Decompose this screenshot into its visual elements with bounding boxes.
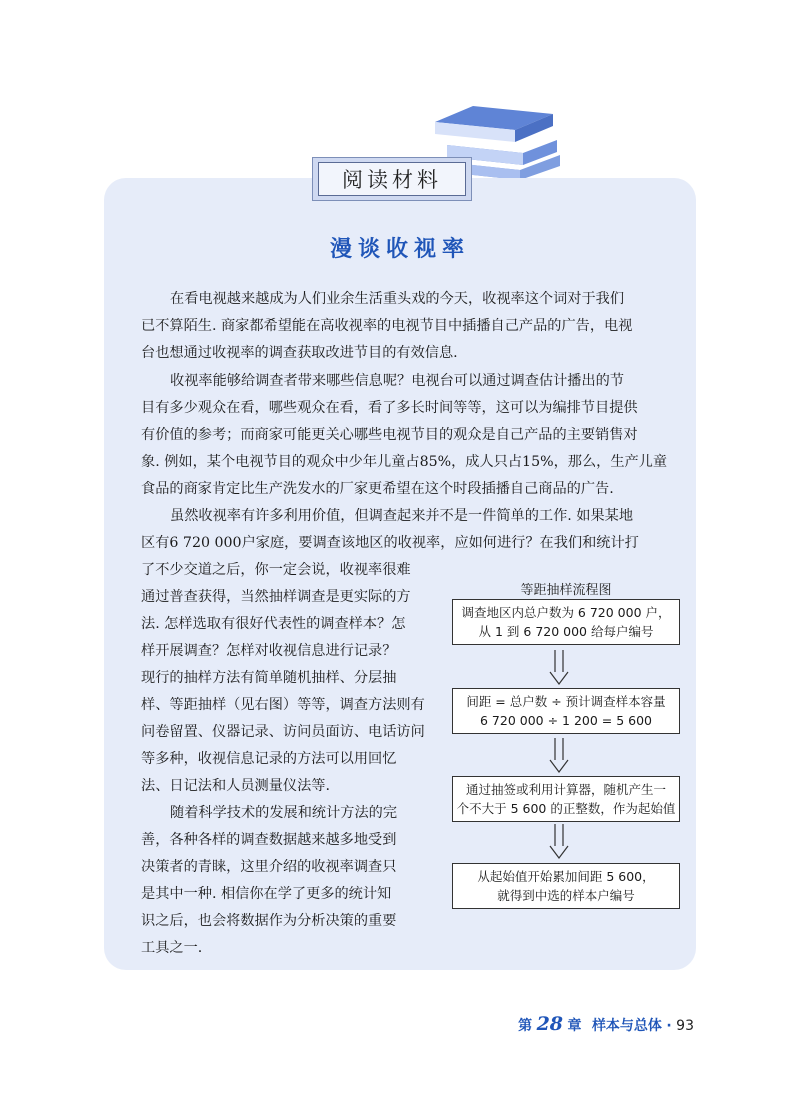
text-line: 收视率能够给调查者带来哪些信息呢？电视台可以通过调查估计播出的节 [170,373,625,389]
text-line: 决策者的青睐，这里介绍的收视率调查只 [141,859,397,875]
text-line: 样开展调查？怎样对收视信息进行记录？ [141,643,397,659]
flowchart-step-2 [452,688,680,734]
flowchart-step-1 [452,599,680,645]
step-text: 就得到中选的样本户编号 [497,888,635,903]
down-arrow-icon [548,738,570,774]
text-line: 样、等距抽样（见右图）等等，调查方法则有 [141,697,425,713]
text-line: 台也想通过收视率的调查获取改进节目的有效信息. [141,345,458,361]
text-line: 已不算陌生. 商家都希望能在高收视率的电视节目中插播自己产品的广告，电视 [141,318,633,334]
step-text: 调查地区内总户数为 6 720 000 户， [461,605,671,620]
footer-separator: · [666,1018,672,1034]
step-text: 个不大于 5 600 的正整数，作为起始值 [456,801,676,816]
text-line: 法. 怎样选取有很好代表性的调查样本？怎 [141,616,406,632]
step-text: 通过抽签或利用计算器，随机产生一 [465,782,666,797]
article-title: 漫谈收视率 [329,237,470,262]
chapter-number: 28 [536,1013,564,1035]
text-line: 问卷留置、仪器记录、访问员面访、电话访问 [141,724,425,740]
text-line: 工具之一. [141,940,203,956]
down-arrow-icon [548,824,570,860]
text-line: 善，各种各样的调查数据越来越多地受到 [141,832,397,848]
page-footer [518,1013,694,1035]
chapter-prefix: 第 [518,1018,533,1034]
chapter-suffix: 章 [567,1018,582,1034]
text-line: 有价值的参考；而商家可能更关心哪些电视节目的观众是自己产品的主要销售对 [141,427,638,443]
flowchart-step-3 [452,776,680,822]
text-line: 目有多少观众在看，哪些观众在看，看了多长时间等等，这可以为编排节目提供 [141,400,638,416]
section-label: 阅读材料 [318,162,466,196]
text-line: 食品的商家肯定比生产洗发水的厂家更希望在这个时段插播自己商品的广告. [141,481,614,497]
step-text: 从起始值开始累加间距 5 600， [477,869,655,884]
page-number: 93 [676,1018,694,1034]
step-text: 从 1 到 6 720 000 给每户编号 [478,624,654,639]
text-line: 虽然收视率有许多利用价值，但调查起来并不是一件简单的工作. 如果某地 [170,508,634,524]
step-text: 6 720 000 ÷ 1 200 = 5 600 [479,713,653,728]
chapter-title: 样本与总体 [591,1018,662,1034]
text-line: 随着科学技术的发展和统计方法的完 [170,805,398,821]
text-line: 是其中一种. 相信你在学了更多的统计知 [141,886,392,902]
flowchart-step-4 [452,863,680,909]
text-line: 象. 例如，某个电视节目的观众中少年儿童占85%，成人只占15%，那么，生产儿童 [141,454,668,470]
step-text: 间距 = 总户数 ÷ 预计调查样本容量 [466,694,666,709]
text-line: 法、日记法和人员测量仪法等. [141,778,330,794]
text-line: 现行的抽样方法有简单随机抽样、分层抽 [141,670,397,686]
down-arrow-icon [548,650,570,686]
text-line: 了不少交道之后，你一定会说，收视率很难 [141,562,411,578]
flowchart-title: 等距抽样流程图 [520,583,612,598]
section-badge [312,157,472,201]
text-line: 等多种，收视信息记录的方法可以用回忆 [141,751,397,767]
text-line: 识之后，也会将数据作为分析决策的重要 [141,913,397,929]
text-line: 通过普查获得，当然抽样调查是更实际的方 [141,589,411,605]
text-line: 区有6 720 000户家庭，要调查该地区的收视率，应如何进行？在我们和统计打 [141,535,639,551]
text-line: 在看电视越来越成为人们业余生活重头戏的今天，收视率这个词对于我们 [170,291,625,307]
